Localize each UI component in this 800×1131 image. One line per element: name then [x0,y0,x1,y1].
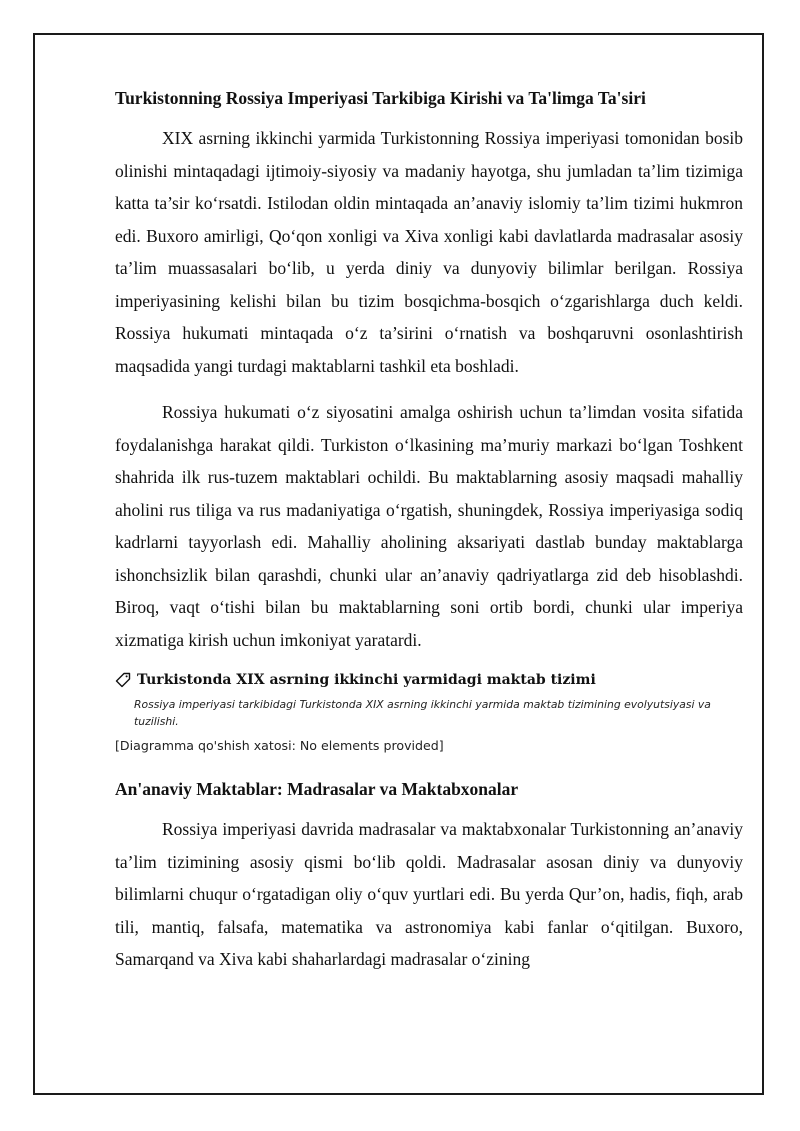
document-title: Turkistonning Rossiya Imperiyasi Tarkibiga Kirishi va Ta'limga Ta'siri [115,88,646,108]
section-heading: An'anaviy Maktablar: Madrasalar va Maktabxonalar [115,779,519,799]
figure-title: Turkistonda XIX asrning ikkinchi yarmidagi maktab tizimi [137,672,596,688]
paragraph: XIX asrning ikkinchi yarmida Turkistonning Rossiya imperiyasi tomonidan bosib olinishi mintaqadagi ijtimoiy-siyosiy va madaniy hayotga, shu jumladan ta’lim tizimiga katta ta’sir ko‘rsatdi. Istilodan oldin mintaqada an’anaviy islomiy ta’lim tizimi hukmron edi. Buxoro amirligi, Qo‘qon xonligi va Xiva xonligi kabi davlatlarda madrasalar asosiy ta’lim muassasalari bo‘lib, u yerda diniy va dunyoviy bilimlar berilgan. Rossiya imperiyasining kelishi bilan bu tizim bosqichma-bosqich o‘zgarishlarga duch keldi. Rossiya hukumati mintaqada o‘z ta’sirini o‘rnatish va boshqaruvni osonlashtirish maqsadida yangi turdagi maktablarni tashkil eta boshladi. [115,128,743,376]
page-content [115,85,743,990]
figure-caption: Rossiya imperiyasi tarkibidagi Turkistonda XIX asrning ikkinchi yarmida maktab tizimining evolyutsiyasi va tuzilishi. [134,698,711,728]
paragraph: Rossiya hukumati o‘z siyosatini amalga oshirish uchun ta’limdan vosita sifatida foydalanishga harakat qildi. Turkiston o‘lkasining ma’muriy markazi bo‘lgan Toshkent shahrida ilk rus-tuzem maktablari ochildi. Bu maktablarning asosiy maqsadi mahalliy aholini rus tiliga va rus madaniyatiga o‘rgatish, shuningdek, Rossiya imperiyasiga sodiq kadrlarni tayyorlash edi. Mahalliy aholining aksariyati dastlab bunday maktablarga ishonchsizlik bilan qarashdi, chunki ular an’anaviy qadriyatlarga zid deb hisoblashdi. Biroq, vaqt o‘tishi bilan bu maktablarning soni ortib bordi, chunki ular imperiya xizmatiga kirish uchun imkoniyat yaratardi. [115,402,743,650]
diamond-tag-icon [115,672,131,688]
diagram-error-message: [Diagramma qo'shish xatosi: No elements provided] [115,738,444,753]
paragraph: Rossiya imperiyasi davrida madrasalar va maktabxonalar Turkistonning an’anaviy ta’lim tizimining asosiy qismi bo‘lib qoldi. Madrasalar asosan diniy va dunyoviy bilimlarni chuqur o‘rgatadigan oliy o‘quv yurtlari edi. Bu yerda Qur’on, hadis, fiqh, arab tili, mantiq, falsafa, matematika va astronomiya kabi fanlar o‘qitilgan. Buxoro, Samarqand va Xiva kabi shaharlardagi madrasalar o‘zining [115,819,743,969]
figure-title-row [115,670,743,690]
figure-block [115,670,743,755]
